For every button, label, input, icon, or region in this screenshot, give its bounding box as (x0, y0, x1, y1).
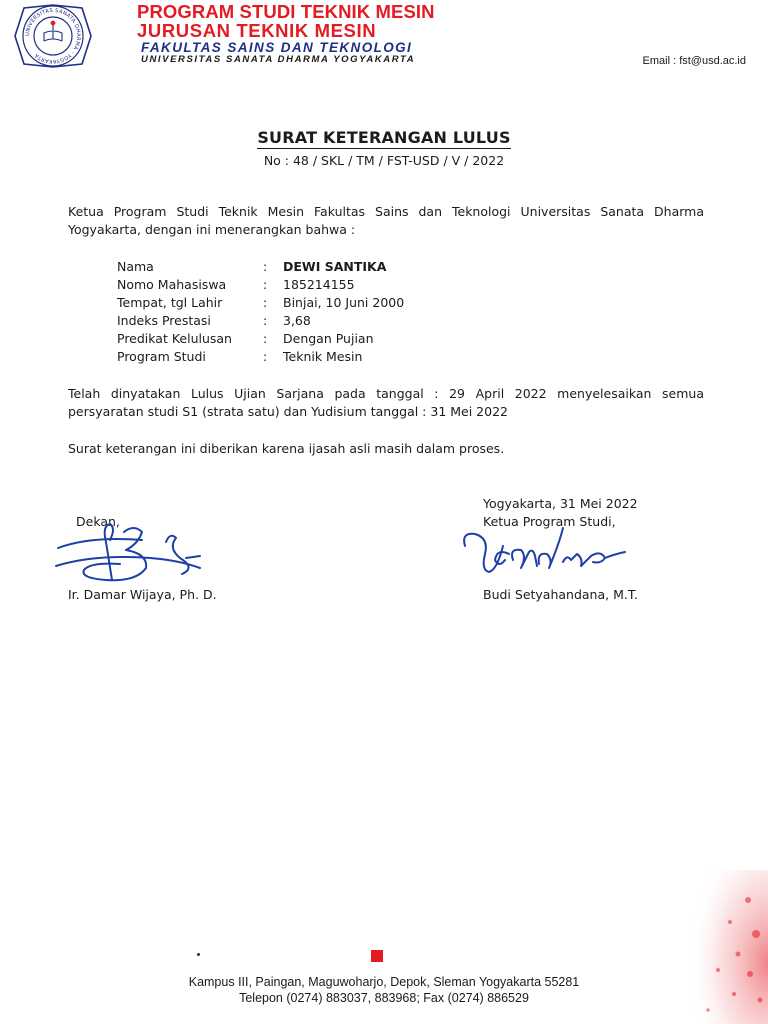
university-seal-logo (10, 3, 96, 69)
letterhead-department: JURUSAN TEKNIK MESIN (137, 20, 377, 41)
head-of-program-name: Budi Setyahandana, M.T. (483, 587, 638, 602)
field-value: 185214155 (283, 277, 355, 292)
field-row-predicate (117, 330, 517, 348)
place-date: Yogyakarta, 31 Mei 2022 (483, 496, 638, 511)
field-label: Nomo Mahasiswa (117, 277, 227, 292)
footer-dot (197, 953, 200, 956)
field-value: 3,68 (283, 313, 311, 328)
student-details (117, 258, 517, 366)
dean-signature (50, 518, 210, 590)
footer-red-square (371, 950, 383, 962)
document-title: SURAT KETERANGAN LULUS (257, 128, 511, 147)
field-row-name (117, 258, 517, 276)
footer-phone: Telepon (0274) 883037, 883968; Fax (0274) 886529 (239, 991, 529, 1005)
field-label: Nama (117, 259, 154, 274)
field-row-gpa (117, 312, 517, 330)
field-colon: : (263, 331, 268, 346)
field-colon: : (263, 349, 268, 364)
note-paragraph: Surat keterangan ini diberikan karena ijasah asli masih dalam proses. (68, 441, 505, 456)
field-value: Teknik Mesin (283, 349, 363, 364)
field-colon: : (263, 295, 268, 310)
letterhead-university: UNIVERSITAS SANATA DHARMA YOGYAKARTA (141, 54, 416, 65)
field-row-student-number (117, 276, 517, 294)
footer-address: Kampus III, Paingan, Maguwoharjo, Depok, Sleman Yogyakarta 55281 (188, 975, 580, 989)
document-number: No : 48 / SKL / TM / FST-USD / V / 2022 (263, 153, 505, 168)
field-colon: : (263, 259, 268, 274)
field-label: Indeks Prestasi (117, 313, 211, 328)
graduation-statement: Telah dinyatakan Lulus Ujian Sarjana pada tanggal : 29 April 2022 menyelesaikan semua persyaratan studi S1 (strata satu) dan Yudisium tanggal : 31 Mei 2022 (68, 386, 704, 419)
field-value: Binjai, 10 Juni 2000 (283, 295, 405, 310)
field-colon: : (263, 313, 268, 328)
letterhead-program: PROGRAM STUDI TEKNIK MESIN (137, 1, 435, 22)
field-label: Predikat Kelulusan (117, 331, 232, 346)
intro-paragraph: Ketua Program Studi Teknik Mesin Fakultas Sains dan Teknologi Universitas Sanata Dharma Yogyakarta, dengan ini menerangkan bahwa : (68, 204, 704, 237)
letterhead-faculty: FAKULTAS SAINS DAN TEKNOLOGI (141, 40, 413, 55)
field-value: DEWI SANTIKA (283, 259, 387, 274)
svg-text:UNIVERSITAS SANATA DHARMA · YO: UNIVERSITAS SANATA DHARMA · YOGYAKARTA (24, 7, 82, 65)
letterhead-email: Email : fst@usd.ac.id (642, 55, 746, 67)
field-label: Program Studi (117, 349, 206, 364)
dean-name: Ir. Damar Wijaya, Ph. D. (68, 587, 217, 602)
dean-title: Dekan, (76, 514, 120, 529)
head-of-program-signature (455, 524, 635, 582)
head-of-program-title: Ketua Program Studi, (483, 514, 616, 529)
field-value: Dengan Pujian (283, 331, 374, 346)
field-label: Tempat, tgl Lahir (117, 295, 223, 310)
field-row-program (117, 348, 517, 366)
field-row-birth (117, 294, 517, 312)
field-colon: : (263, 277, 268, 292)
